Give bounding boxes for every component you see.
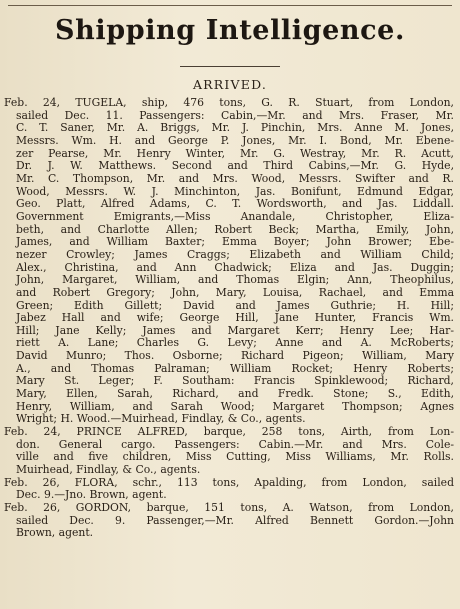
text-line: C. T. Saner, Mr. A. Briggs, Mr. J. Pinchin, Mrs. Anne M. Jones, <box>16 121 454 135</box>
text-line: beth, and Charlotte Allen; Robert Beck; Martha, Emily, John, <box>16 222 454 236</box>
text-line: ville and five children, Miss Cutting, Miss Williams, Mr. Rolls. <box>16 450 454 464</box>
text-line: Feb. 24, TUGELA, ship, 476 tons, G. R. Stuart, from London, <box>4 96 454 109</box>
text-line: Dec. 9.—Jno. Brown, agent. <box>16 488 167 502</box>
text-line: A., and Thomas Palraman; William Rocket; Henry Roberts; <box>16 361 454 375</box>
text-line: Alex., Christina, and Ann Chadwick; Eliza and Jas. Duggin; <box>16 260 454 274</box>
text-line: nezer Crowley; James Craggs; Elizabeth and William Child; <box>16 247 454 261</box>
text-line: Muirhead, Findlay, & Co., agents. <box>16 463 201 477</box>
text-line: Brown, agent. <box>16 526 94 540</box>
text-line: Dr. J. W. Matthews. Second and Third Cabins,—Mr. G. Hyde, <box>16 159 454 173</box>
text-line: Wood, Messrs. W. J. Minchinton, Jas. Bonifunt, Edmund Edgar, <box>16 184 454 198</box>
text-line: Government Emigrants,—Miss Anandale, Christopher, Eliza- <box>16 209 454 223</box>
text-line: Mr. C. Thompson, Mr. and Mrs. Wood, Messrs. Swifter and R. <box>16 171 454 185</box>
masthead-title: Shipping Intelligence. <box>55 15 405 46</box>
section-heading: ARRIVED. <box>192 77 268 92</box>
text-line: Mary St. Leger; F. Southam: Francis Spinklewood; Richard, <box>16 374 454 388</box>
title-rule <box>180 66 280 67</box>
text-line: riett A. Lane; Charles G. Levy; Anne and A. McRoberts; <box>16 336 454 350</box>
text-line: Wright; H. Wood.—Muirhead, Findlay, & Co., agents. <box>16 412 306 426</box>
text-line: Jabez Hall and wife; George Hill, Jane Hunter, Francis Wm. <box>16 311 454 325</box>
text-line: Hill; Jane Kelly; James and Margaret Kerr; Henry Lee; Har- <box>16 323 454 337</box>
text-line: don. General cargo. Passengers: Cabin.—Mr. and Mrs. Cole- <box>16 437 454 451</box>
text-line: John, Margaret, William, and Thomas Elgin; Ann, Theophilus, <box>16 273 454 287</box>
arrivals-text <box>4 96 454 540</box>
text-line: Henry, William, and Sarah Wood; Margaret Thompson; Agnes <box>16 399 454 413</box>
text-line: Feb. 26, GORDON, barque, 151 tons, A. Watson, from London, <box>4 501 454 514</box>
text-line: Feb. 24, PRINCE ALFRED, barque, 258 tons, Airth, from Lon- <box>4 425 454 439</box>
text-line: Feb. 26, FLORA, schr., 113 tons, Apalding, from London, sailed <box>4 475 454 489</box>
text-line: Messrs. Wm. H. and George P. Jones, Mr. I. Bond, Mr. Ebene- <box>16 133 454 147</box>
text-line: sailed Dec. 11. Passengers: Cabin,—Mr. and Mrs. Fraser, Mr. <box>16 108 454 122</box>
text-line: and Robert Gregory; John, Mary, Louisa, Rachael, and Emma <box>16 285 454 299</box>
text-line: Mary, Ellen, Sarah, Richard, and Fredk. Stone; S., Edith, <box>16 387 454 401</box>
text-line: Green; Edith Gillett; David and James Guthrie; H. Hill; <box>16 298 454 312</box>
text-line: sailed Dec. 9. Passenger,—Mr. Alfred Bennett Gordon.—John <box>16 513 454 527</box>
text-line: David Munro; Thos. Osborne; Richard Pigeon; William, Mary <box>16 349 454 363</box>
top-rule <box>8 5 452 6</box>
text-line: James, and William Baxter; Emma Boyer; John Brower; Ebe- <box>16 235 454 249</box>
text-line: Geo. Platt, Alfred Adams, C. T. Wordsworth, and Jas. Liddall. <box>16 197 454 211</box>
text-line: zer Pearse, Mr. Henry Winter, Mr. G. Westray, Mr. R. Acutt, <box>16 146 454 160</box>
